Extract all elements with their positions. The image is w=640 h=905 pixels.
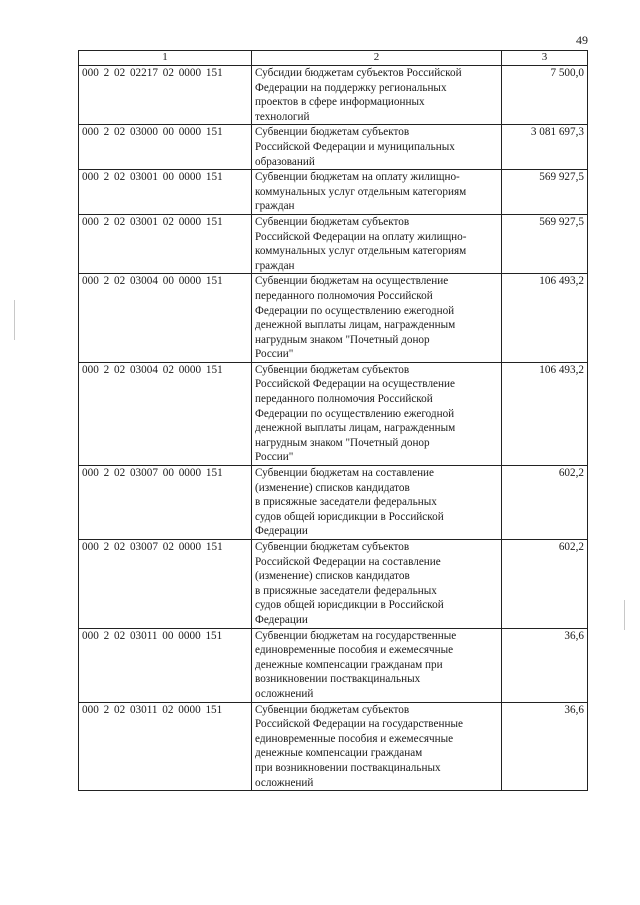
- description-line: в присяжные заседатели федеральных: [255, 496, 437, 509]
- description-line: Субвенции бюджетам на оплату жилищно-: [255, 171, 460, 184]
- budget-amount: 36,6: [502, 702, 588, 791]
- budget-code: 000 2 02 03011 00 0000 151: [79, 628, 252, 702]
- budget-code: 000 2 02 03007 00 0000 151: [79, 466, 252, 540]
- table-row: [79, 170, 588, 215]
- description-line: Субвенции бюджетам на составление: [255, 467, 435, 480]
- description-line: Федерации по осуществлению ежегодной: [255, 407, 455, 420]
- budget-description: [252, 125, 502, 170]
- table-header-row: [79, 51, 588, 66]
- description-line: денежные компенсации гражданам: [255, 747, 423, 760]
- description-line: коммунальных услуг отдельным категориям: [255, 185, 467, 198]
- budget-code: 000 2 02 03001 02 0000 151: [79, 214, 252, 273]
- column-header-2: 2: [252, 51, 502, 66]
- budget-amount: 602,2: [502, 540, 588, 629]
- description-line: судов общей юрисдикции в Российской: [255, 510, 444, 523]
- description-line: денежной выплаты лицам, награжденным: [255, 319, 456, 332]
- budget-amount: 602,2: [502, 466, 588, 540]
- table-row: [79, 702, 588, 791]
- description-line: Субвенции бюджетам на государственные: [255, 629, 457, 642]
- budget-description: [252, 170, 502, 215]
- description-line: Российской Федерации на осуществление: [255, 378, 455, 391]
- scan-artifact: [14, 300, 15, 340]
- description-line: Субвенции бюджетам субъектов: [255, 215, 410, 228]
- table-body: [79, 66, 588, 791]
- budget-code: 000 2 02 03004 02 0000 151: [79, 362, 252, 465]
- description-line: (изменение) списков кандидатов: [255, 481, 410, 494]
- scan-artifact: [624, 600, 625, 630]
- budget-description: [252, 702, 502, 791]
- description-line: денежные компенсации гражданам при: [255, 658, 443, 671]
- description-line: проектов в сфере информационных: [255, 96, 425, 109]
- description-line: Субвенции бюджетам субъектов: [255, 363, 410, 376]
- budget-description: [252, 362, 502, 465]
- budget-amount: 106 493,2: [502, 362, 588, 465]
- description-line: технологий: [255, 110, 310, 123]
- description-line: Российской Федерации на оплату жилищно-: [255, 230, 467, 243]
- description-line: (изменение) списков кандидатов: [255, 570, 410, 583]
- budget-code: 000 2 02 03001 00 0000 151: [79, 170, 252, 215]
- table-row: [79, 466, 588, 540]
- budget-description: [252, 540, 502, 629]
- budget-description: [252, 274, 502, 363]
- description-line: переданного полномочия Российской: [255, 393, 433, 406]
- column-header-1: 1: [79, 51, 252, 66]
- budget-amount: 569 927,5: [502, 170, 588, 215]
- description-line: образований: [255, 155, 315, 168]
- description-line: коммунальных услуг отдельным категориям: [255, 245, 467, 258]
- budget-code: 000 2 02 03007 02 0000 151: [79, 540, 252, 629]
- description-line: Федерации на поддержку региональных: [255, 81, 447, 94]
- description-line: единовременные пособия и ежемесячные: [255, 732, 454, 745]
- description-line: при возникновении поствакцинальных: [255, 761, 441, 774]
- description-line: Субвенции бюджетам на осуществление: [255, 275, 449, 288]
- budget-code: 000 2 02 03004 00 0000 151: [79, 274, 252, 363]
- budget-amount: 106 493,2: [502, 274, 588, 363]
- description-line: Субвенции бюджетам субъектов: [255, 126, 410, 139]
- description-line: Федерации по осуществлению ежегодной: [255, 304, 455, 317]
- column-header-3: 3: [502, 51, 588, 66]
- description-line: осложнений: [255, 776, 314, 789]
- description-line: возникновении поствакцинальных: [255, 673, 421, 686]
- budget-amount: 36,6: [502, 628, 588, 702]
- table-row: [79, 66, 588, 125]
- description-line: Субвенции бюджетам субъектов: [255, 703, 410, 716]
- description-line: Федерации: [255, 525, 308, 538]
- description-line: Федерации: [255, 613, 308, 626]
- description-line: граждан: [255, 200, 295, 213]
- description-line: Российской Федерации на составление: [255, 555, 441, 568]
- table-row: [79, 274, 588, 363]
- description-line: осложнений: [255, 687, 314, 700]
- budget-amount: 3 081 697,3: [502, 125, 588, 170]
- table-row: [79, 628, 588, 702]
- table-row: [79, 214, 588, 273]
- description-line: нагрудным знаком "Почетный донор: [255, 436, 430, 449]
- description-line: нагрудным знаком "Почетный донор: [255, 333, 430, 346]
- budget-amount: 569 927,5: [502, 214, 588, 273]
- budget-description: [252, 628, 502, 702]
- description-line: России": [255, 348, 294, 361]
- budget-code: 000 2 02 03011 02 0000 151: [79, 702, 252, 791]
- description-line: в присяжные заседатели федеральных: [255, 584, 437, 597]
- budget-code: 000 2 02 02217 02 0000 151: [79, 66, 252, 125]
- budget-code: 000 2 02 03000 00 0000 151: [79, 125, 252, 170]
- page-number: 49: [576, 33, 588, 47]
- description-line: Российской Федерации и муниципальных: [255, 140, 455, 153]
- budget-table: [78, 50, 588, 791]
- description-line: России": [255, 451, 294, 464]
- budget-description: [252, 214, 502, 273]
- budget-description: [252, 66, 502, 125]
- description-line: судов общей юрисдикции в Российской: [255, 599, 444, 612]
- table-row: [79, 362, 588, 465]
- description-line: Российской Федерации на государственные: [255, 718, 463, 731]
- description-line: денежной выплаты лицам, награжденным: [255, 422, 456, 435]
- description-line: Субсидии бюджетам субъектов Российской: [255, 67, 462, 79]
- description-line: единовременные пособия и ежемесячные: [255, 644, 454, 657]
- table-row: [79, 540, 588, 629]
- description-line: переданного полномочия Российской: [255, 289, 433, 302]
- description-line: граждан: [255, 259, 295, 272]
- table-row: [79, 125, 588, 170]
- budget-description: [252, 466, 502, 540]
- description-line: Субвенции бюджетам субъектов: [255, 541, 410, 553]
- budget-amount: 7 500,0: [502, 66, 588, 125]
